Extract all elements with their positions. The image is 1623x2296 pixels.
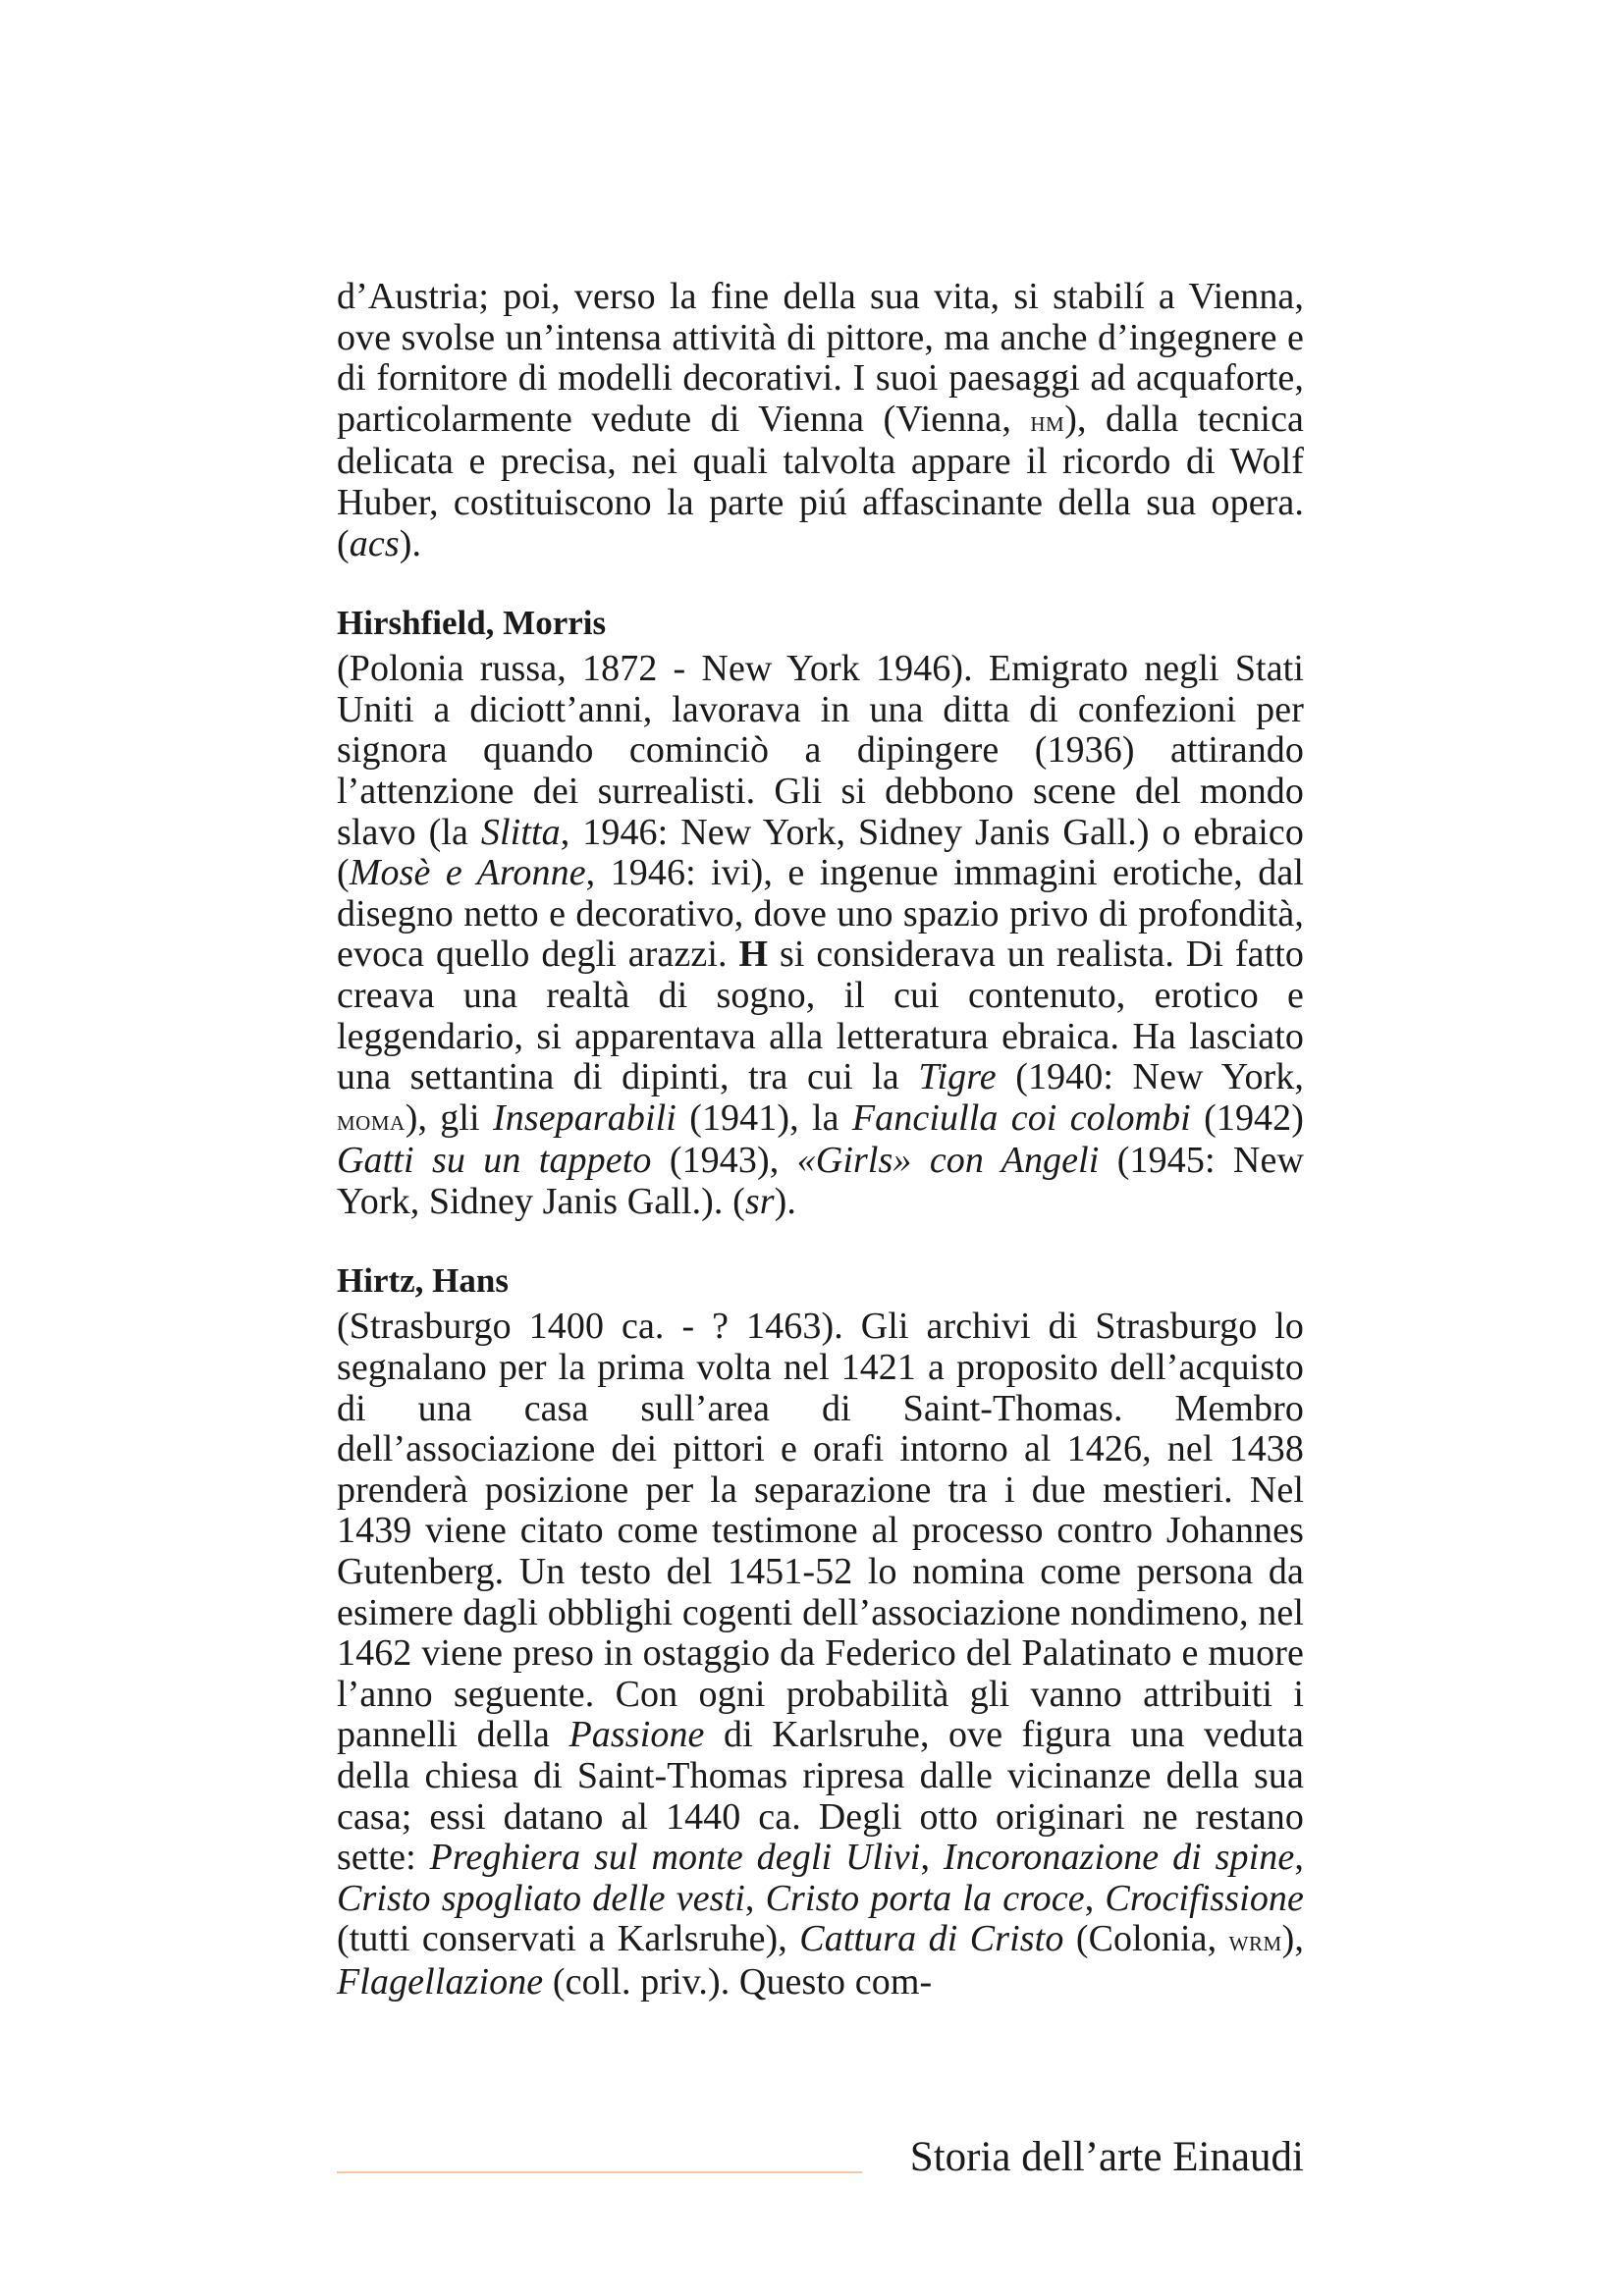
- abbrev-wrm: wrm: [1228, 1924, 1282, 1958]
- entry-hirtz: [337, 1259, 1304, 2002]
- abbrev-hm: hm: [1030, 403, 1065, 438]
- entry-hirshfield: [337, 602, 1304, 1222]
- author-initials: sr: [744, 1180, 775, 1222]
- page-body: [337, 277, 1304, 2003]
- abbrev-moma: moma: [337, 1102, 406, 1137]
- page-footer: [337, 2120, 1304, 2179]
- author-initials: acs: [349, 522, 400, 564]
- entry-title: Hirtz, Hans: [337, 1261, 509, 1301]
- footer-rule: [337, 2171, 862, 2173]
- footer-title: Storia dell’arte Einaudi: [909, 2134, 1304, 2180]
- entry-text: (Strasburgo 1400 ca. - ? 1463). Gli archivi di Strasburgo lo segnalano per la prima volta nel 1421 a proposito dell’acquisto di una casa sull’area di Saint-Thomas. Membro dell’associazione dei pittori e orafi intorno al 1426, nel 1438 prenderà posizione per la separazione tra i due mestieri. Nel 1439 viene citato come testimone al processo contro Johannes Gutenberg. Un testo del 1451-52 lo nomina come persona da esimere dagli obblighi cogenti dell’associazione nondimeno, nel 1462 viene preso in ostaggio da Federico del Palatinato e muore l’anno seguente. Con ogni probabilità gli vanno attribuiti i pannelli della Passione di Karlsruhe, ove figura una veduta della chiesa di Saint-Thomas ripresa dalle vicinanze della sua casa; essi datano al 1440 ca. Degli otto originari ne restano sette: Preghiera sul monte degli Ulivi, Incoronazione di spine, Cristo spogliato delle vesti, Cristo porta la croce, Crocifissione (tutti conservati a Karlsruhe), Cattura di Cristo (Colonia, wrm), Flagellazione (coll. priv.). Questo com-: [337, 1306, 1304, 2002]
- entry-title: Hirshfield, Morris: [337, 604, 607, 643]
- intro-paragraph: d’Austria; poi, verso la fine della sua vita, si stabilí a Vienna, ove svolse un’intensa attività di pittore, ma anche d’ingegnere e di fornitore di modelli decorativi. I suoi paesaggi ad acquaforte, particolarmente vedute di Vienna (Vienna, hm), dalla tecnica delicata e precisa, nei quali talvolta appare il ricordo di Wolf Huber, costituiscono la parte piú affascinante della sua opera. (acs).: [337, 276, 1305, 564]
- entry-text: (Polonia russa, 1872 - New York 1946). Emigrato negli Stati Uniti a diciott’anni, lavorava in una ditta di confezioni per signora quando cominciò a dipingere (1936) attirando l’attenzione dei surrealisti. Gli si debbono scene del mondo slavo (la Slitta, 1946: New York, Sidney Janis Gall.) o ebraico (Mosè e Aronne, 1946: ivi), e ingenue immagini erotiche, dal disegno netto e decorativo, dove uno spazio privo di profondità, evoca quello degli arazzi. H si considerava un realista. Di fatto creava una realtà di sogno, il cui contenuto, erotico e leggendario, si apparentava alla letteratura ebraica. Ha lasciato una settantina di dipinti, tra cui la Tigre (1940: New York, moma), gli Inseparabili (1941), la Fanciulla coi colombi (1942) Gatti su un tappeto (1943), «Girls» con Angeli (1945: New York, Sidney Janis Gall.). (sr).: [337, 648, 1305, 1222]
